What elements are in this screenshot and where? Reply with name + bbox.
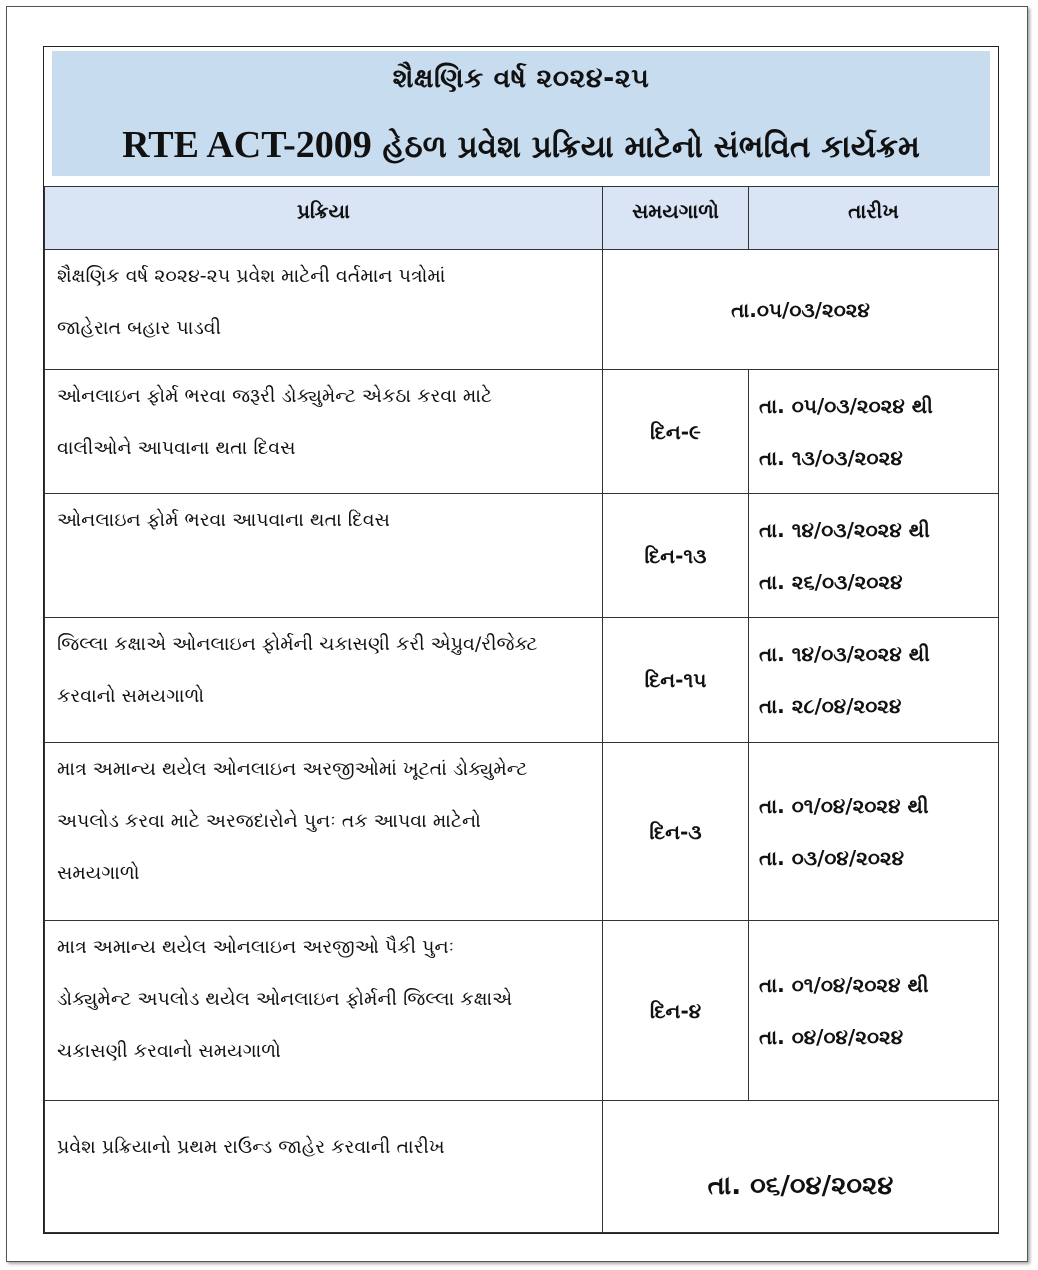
date-cell: તા.૦૫/૦૩/૨૦૨૪	[603, 250, 999, 370]
table-row	[45, 618, 999, 743]
table-header-row	[45, 187, 999, 250]
process-cell	[45, 743, 603, 921]
process-cell	[45, 618, 603, 743]
schedule-table	[44, 186, 999, 1233]
date-cell	[749, 921, 999, 1101]
table-row	[45, 1101, 999, 1233]
table-row	[45, 743, 999, 921]
column-header-period: સમયગાળો	[603, 187, 749, 250]
end-date: તા. ૨૮/૦૪/૨૦૨૪	[759, 694, 902, 718]
date-cell	[749, 743, 999, 921]
date-cell	[749, 494, 999, 618]
process-line: ઓનલાઇન ફોર્મ ભરવા જરૂરી ડોક્યુમેન્ટ એકઠા કરવા માટે	[57, 385, 493, 407]
date-cell	[749, 618, 999, 743]
period-cell: દિન-૩	[603, 743, 749, 921]
start-date: તા. ૧૪/૦૩/૨૦૨૪ થી	[759, 517, 930, 542]
table-row	[45, 250, 999, 370]
process-line: માત્ર અમાન્ય થયેલ ઓનલાઇન અરજીઓ પૈકી પુનઃ	[57, 936, 455, 958]
process-line: ચકાસણી કરવાનો સમયગાળો	[57, 1040, 281, 1062]
process-cell	[45, 494, 603, 618]
process-line: જાહેરાત બહાર પાડવી	[57, 317, 222, 339]
table-row	[45, 921, 999, 1101]
start-date: તા. ૦૧/૦૪/૨૦૨૪ થી	[759, 972, 929, 997]
period-cell: દિન-૧૩	[603, 494, 749, 618]
title-banner	[52, 51, 990, 176]
process-line: પ્રવેશ પ્રક્રિયાનો પ્રથમ રાઉન્ડ જાહેર કરવાની તારીખ	[57, 1136, 445, 1158]
end-date: તા. ૨૬/૦૩/૨૦૨૪	[759, 569, 903, 594]
end-date: તા. ૦૪/૦૪/૨૦૨૪	[759, 1024, 904, 1049]
table-row	[45, 494, 999, 618]
period-cell: દિન-૧૫	[603, 618, 749, 743]
column-header-date: તારીખ	[749, 187, 999, 250]
start-date: તા. ૦૧/૦૪/૨૦૨૪ થી	[759, 793, 929, 818]
process-line: કરવાનો સમયગાળો	[57, 685, 205, 707]
process-line: ડોક્યુમેન્ટ અપલોડ થયેલ ઓનલાઇન ફોર્મની જિલ્લા કક્ષાએ	[57, 988, 513, 1010]
process-line: અપલોડ કરવા માટે અરજદારોને પુનઃ તક આપવા માટેનો	[57, 810, 481, 832]
column-header-process: પ્રક્રિયા	[45, 187, 603, 250]
date-cell: તા. ૦૬/૦૪/૨૦૨૪	[603, 1101, 999, 1233]
process-cell	[45, 370, 603, 494]
end-date: તા. ૧૩/૦૩/૨૦૨૪	[759, 445, 903, 470]
date-cell	[749, 370, 999, 494]
period-cell: દિન-૪	[603, 921, 749, 1101]
start-date: તા. ૦૫/૦૩/૨૦૨૪ થી	[759, 393, 933, 418]
process-cell	[45, 1101, 603, 1233]
process-line: વાલીઓને આપવાના થતા દિવસ	[57, 437, 296, 459]
schedule-title	[52, 123, 990, 167]
start-date: તા. ૧૪/૦૩/૨૦૨૪ થી	[759, 642, 930, 666]
rte-act-label: RTE ACT-2009	[122, 124, 372, 166]
process-cell	[45, 250, 603, 370]
process-line: માત્ર અમાન્ય થયેલ ઓનલાઇન અરજીઓમાં ખૂટતાં ડોક્યુમેન્ટ	[57, 758, 528, 780]
academic-year-title: શૈક્ષણિક વર્ષ ૨૦૨૪-૨૫	[392, 63, 650, 94]
document	[43, 46, 999, 1234]
period-cell: દિન-૯	[603, 370, 749, 494]
process-line: ઓનલાઇન ફોર્મ ભરવા આપવાના થતા દિવસ	[57, 509, 390, 531]
table-row	[45, 370, 999, 494]
process-cell	[45, 921, 603, 1101]
end-date: તા. ૦૩/૦૪/૨૦૨૪	[759, 845, 905, 870]
process-line: શૈક્ષણિક વર્ષ ૨૦૨૪-૨૫ પ્રવેશ માટેની વર્તમાન પત્રોમાં	[57, 265, 446, 287]
process-line: જિલ્લા કક્ષાએ ઓનલાઇન ફોર્મની ચકાસણી કરી એપ્રુવ/રીજેક્ટ	[57, 633, 538, 655]
schedule-title-text: હેઠળ પ્રવેશ પ્રક્રિયા માટેનો સંભવિત કાર્યક્રમ	[371, 129, 920, 165]
process-line: સમયગાળો	[57, 862, 140, 884]
